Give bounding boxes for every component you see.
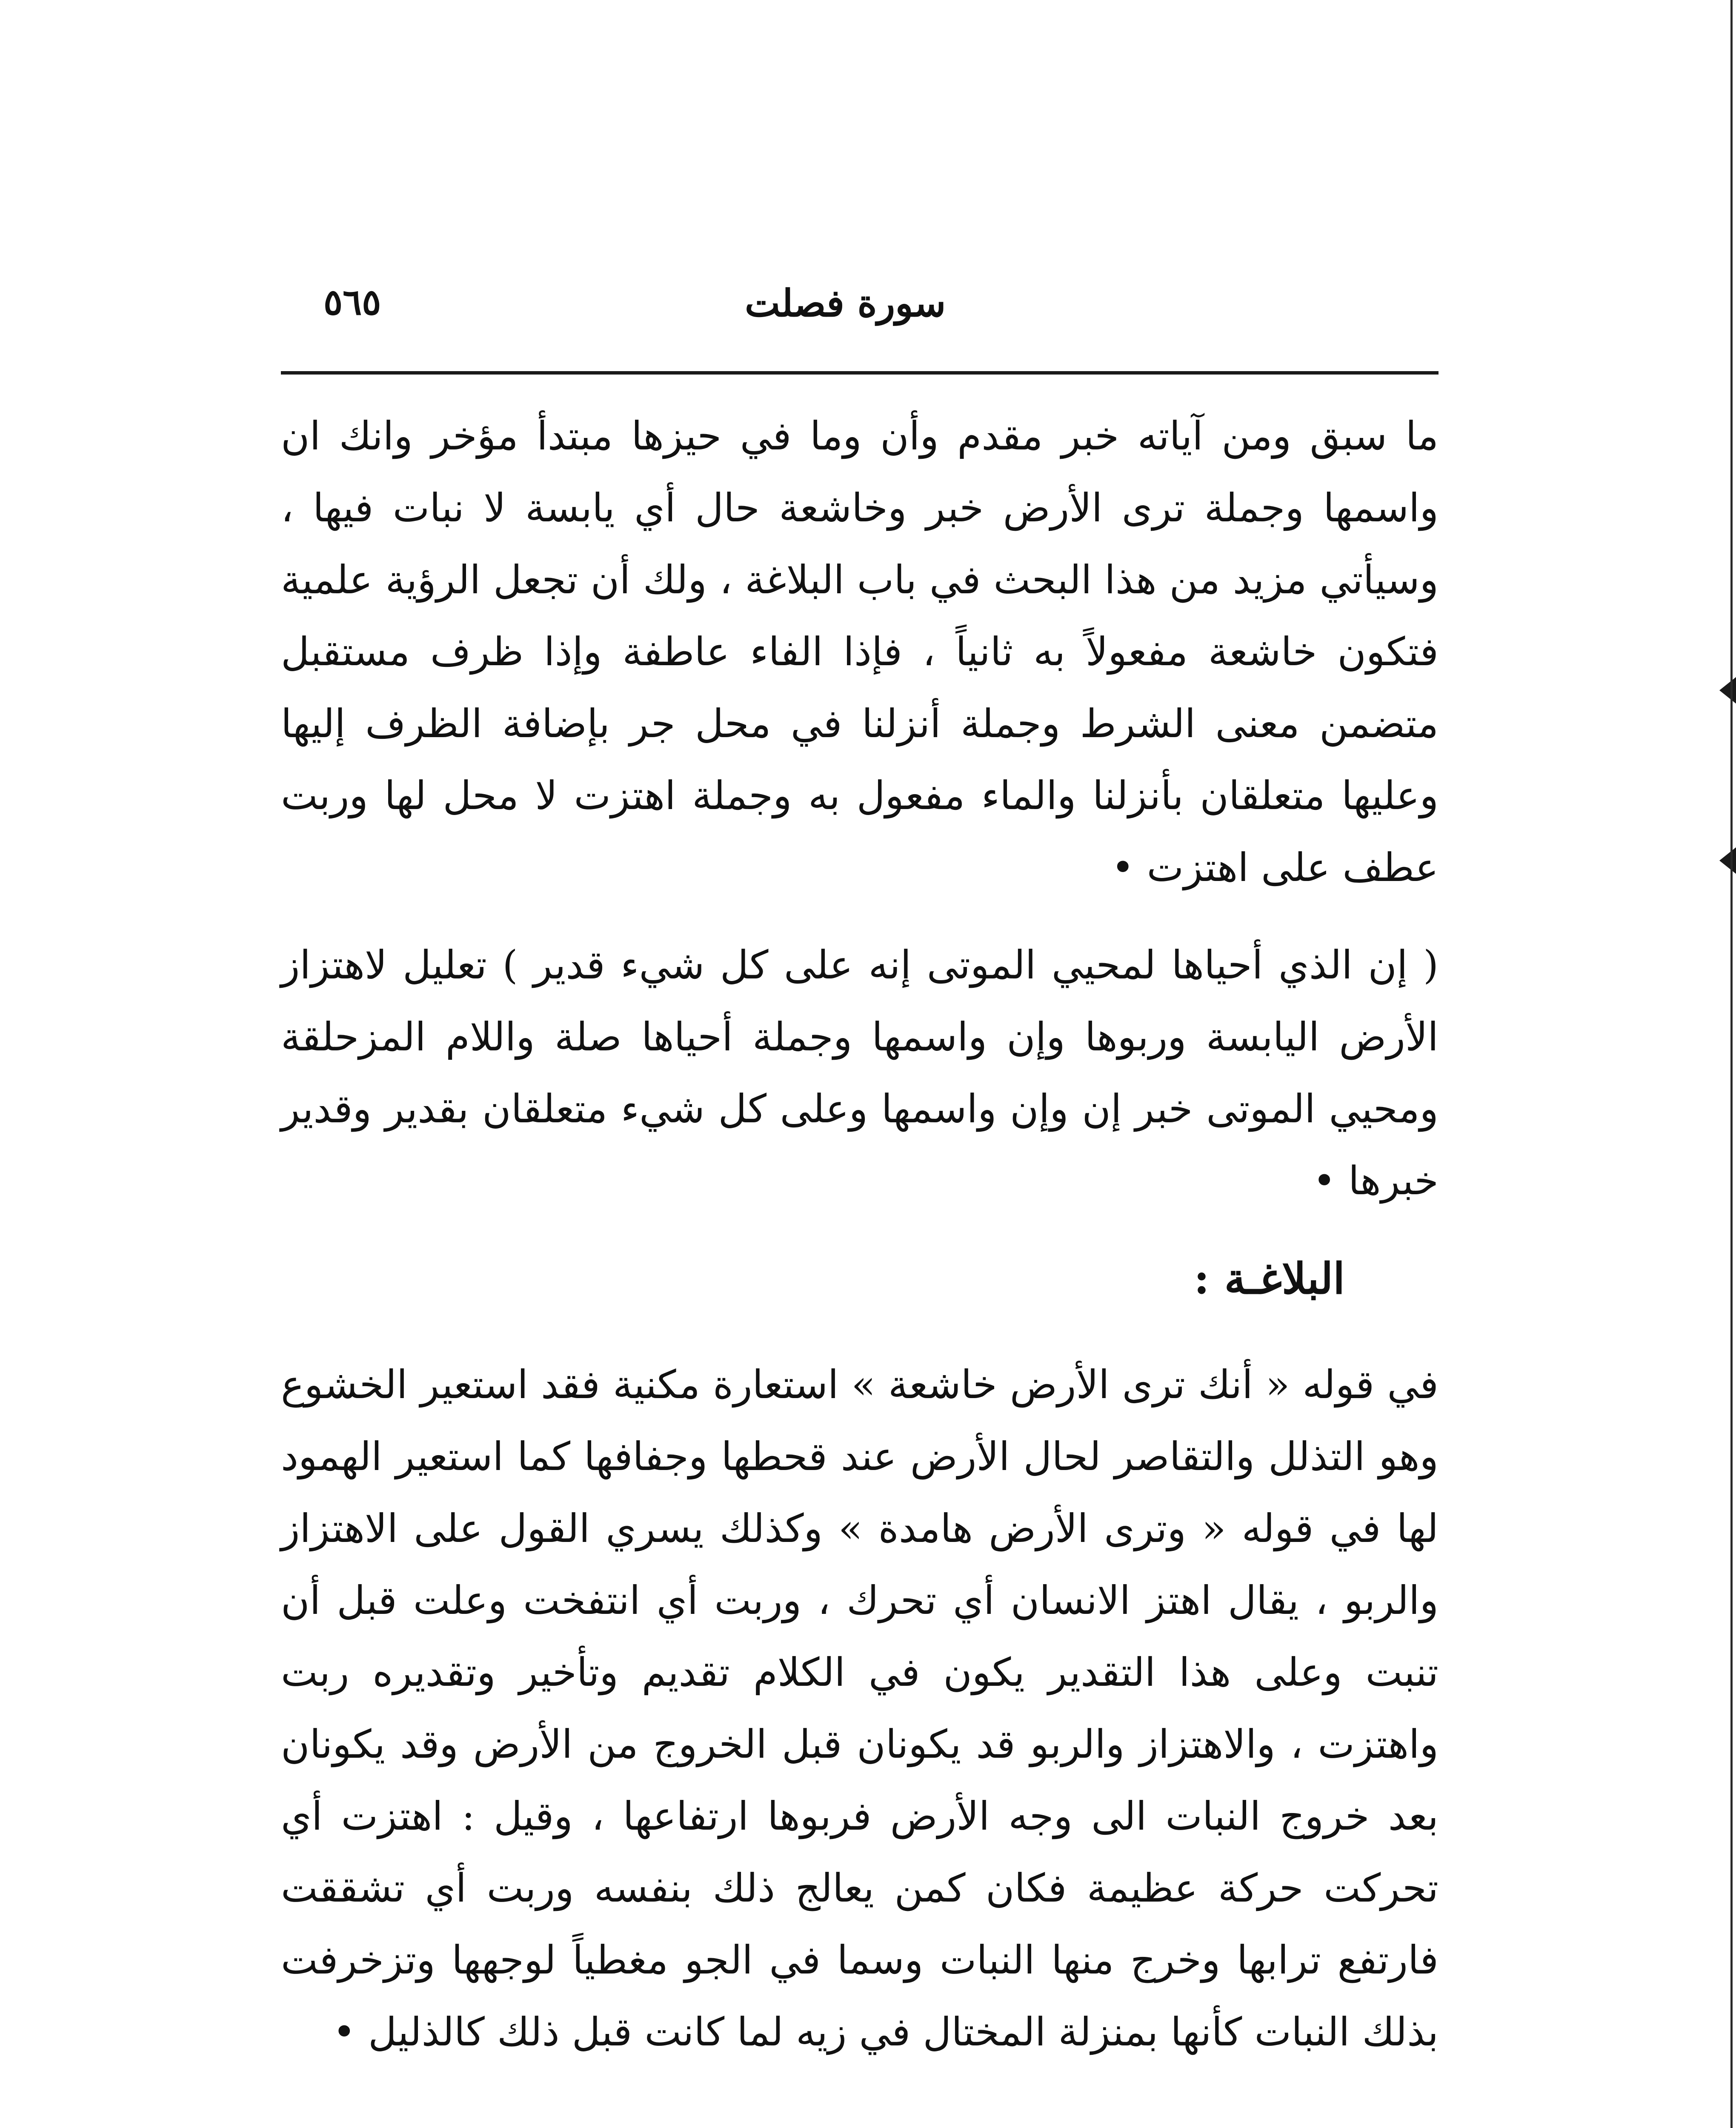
running-title: سورة فصلت: [745, 281, 946, 325]
page-header: [281, 272, 1439, 340]
body-text: [281, 400, 1439, 2068]
page-edge: [1730, 0, 1733, 2128]
margin-mark: [1719, 847, 1736, 874]
margin-mark: [1719, 677, 1736, 704]
page-number: ٥٦٥: [323, 281, 381, 323]
paragraph-rhetoric: في قوله « أنك ترى الأرض خاشعة » استعارة مكنية فقد استعير الخشوع وهو التذلل والتقاصر لحال الأرض عند قحطها وجفافها كما استعير الهمود لها في قوله « وترى الأرض هامدة » وكذلك يسري القول على الاهتزاز والربو ، يقال اهتز الانسان أي تحرك ، وربت أي انتفخت وعلت قبل أن تنبت وعلى هذا التقدير يكون في الكلام تقديم وتأخير وتقديره ربت واهتزت ، والاهتزاز والربو قد يكونان قبل الخروج من الأرض وقد يكونان بعد خروج النبات الى وجه الأرض فربوها ارتفاعها ، وقيل : اهتزت أي تحركت حركة عظيمة فكان كمن يعالج ذلك بنفسه وربت أي تشققت فارتفع ترابها وخرج منها النبات وسما في الجو مغطياً لوجهها وتزخرفت بذلك النبات كأنها بمنزلة المختال في زيه لما كانت قبل ذلك كالذليل •: [281, 1362, 1439, 2055]
paragraph-grammar-analysis: ما سبق ومن آياته خبر مقدم وأن وما في حيزها مبتدأ مؤخر وانك ان واسمها وجملة ترى الأرض خبر وخاشعة حال أي يابسة لا نبات فيها ، وسيأتي مزيد من هذا البحث في باب البلاغة ، ولك أن تجعل الرؤية علمية فتكون خاشعة مفعولاً به ثانياً ، فإذا الفاء عاطفة وإذا ظرف مستقبل متضمن معنى الشرط وجملة أنزلنا في محل جر بإضافة الظرف إليها وعليها متعلقان بأنزلنا والماء مفعول به وجملة اهتزت لا محل لها وربت عطف على اهتزت •: [281, 413, 1439, 890]
section-heading-rhetoric: البلاغـة :: [1193, 1253, 1345, 1304]
header-rule: [281, 371, 1439, 375]
paragraph-verse-analysis: ( إن الذي أحياها لمحيي الموتى إنه على كل شيء قدير ) تعليل لاهتزاز الأرض اليابسة وربوها وإن واسمها وجملة أحياها صلة واللام المزحلقة ومحيي الموتى خبر إن وإن واسمها وعلى كل شيء متعلقان بقدير وقدير خبرها •: [281, 942, 1439, 1204]
